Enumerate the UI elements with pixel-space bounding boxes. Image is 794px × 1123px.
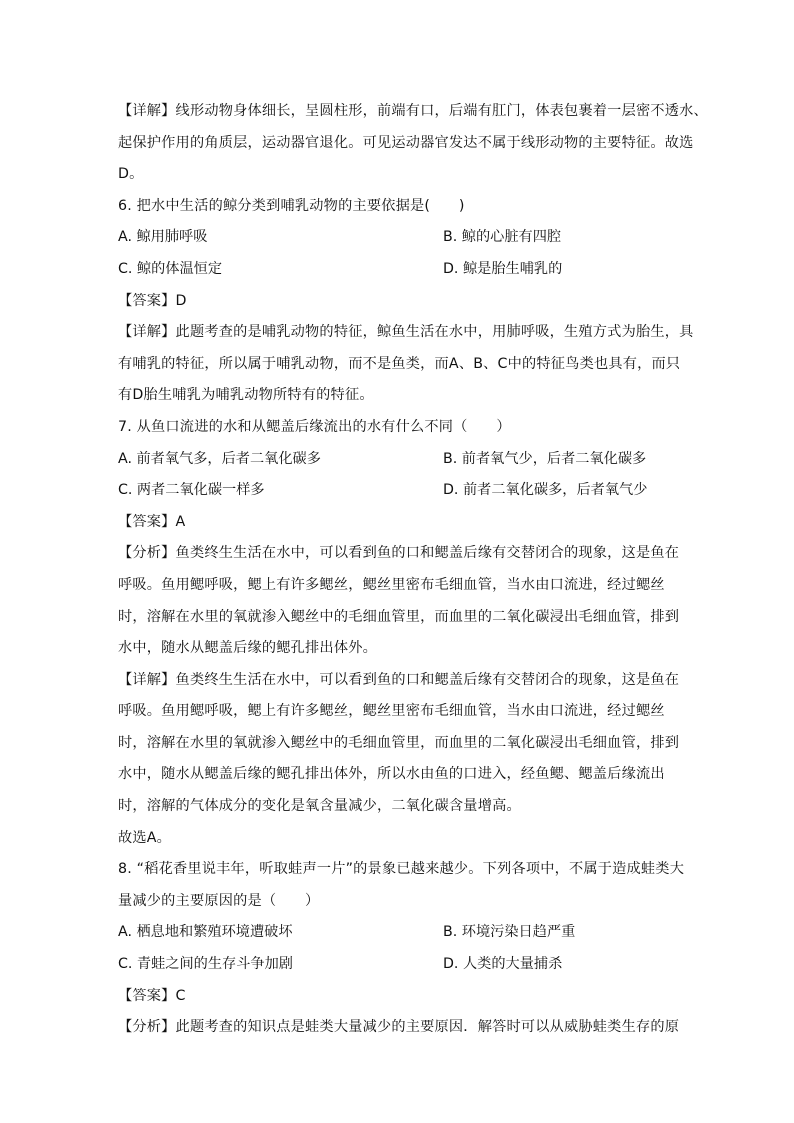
question-8-options-row (118, 917, 678, 949)
option-c: C. 两者二氧化碳一样多 (118, 482, 265, 499)
option-a: A. 栖息地和繁殖环境遭破坏 (118, 924, 293, 941)
question-8-stem: 量减少的主要原因的是（ ） (118, 892, 320, 909)
option-c: C. 鲸的体温恒定 (118, 260, 223, 277)
text-line: 【详解】鱼类终生生活在水中，可以看到鱼的口和鳃盖后缘有交替闭合的现象，这是鱼在 (118, 671, 680, 688)
text-line: D。 (118, 166, 144, 183)
option-b: B. 环境污染日趋严重 (443, 924, 576, 941)
question-6-options-row (118, 222, 678, 254)
answer-line: 【答案】D (118, 292, 187, 309)
option-c: C. 青蛙之间的生存斗争加剧 (118, 956, 293, 973)
document-page (118, 96, 708, 1044)
question-8-stem: 8. “稻花香里说丰年，听取蛙声一片”的景象已越来越少。下列各项中，不属于造成蛙类大 (118, 861, 685, 878)
text-line: 有哺乳的特征，所以属于哺乳动物，而不是鱼类，而A、B、C中的特征鸟类也具有，而只 (118, 355, 681, 372)
answer-line: 【答案】C (118, 987, 186, 1004)
text-line: 故选A。 (118, 829, 172, 846)
option-b: B. 前者氧气少，后者二氧化碳多 (443, 450, 647, 467)
text-line: 有D胎生哺乳为哺乳动物所特有的特征。 (118, 387, 374, 404)
option-a: A. 前者氧气多，后者二氧化碳多 (118, 450, 321, 467)
text-line: 呼吸。鱼用鳃呼吸，鳃上有许多鳃丝，鳃丝里密布毛细血管，当水由口流进，经过鳃丝 (118, 703, 665, 720)
text-line: 时，溶解的气体成分的变化是氧含量减少，二氧化碳含量增高。 (118, 798, 521, 815)
text-line: 起保护作用的角质层，运动器官退化。可见运动器官发达不属于线形动物的主要特征。故选 (118, 134, 694, 151)
text-line: 呼吸。鱼用鳃呼吸，鳃上有许多鳃丝，鳃丝里密布毛细血管，当水由口流进，经过鳃丝 (118, 576, 665, 593)
question-7-options-row (118, 475, 678, 507)
text-line: 【详解】线形动物身体细长，呈圆柱形，前端有口，后端有肛门，体表包裹着一层密不透水、 (118, 103, 708, 119)
text-line: 【详解】此题考查的是哺乳动物的特征，鲸鱼生活在水中，用肺呼吸，生殖方式为胎生，具 (118, 324, 694, 341)
option-d: D. 人类的大量捕杀 (443, 956, 563, 973)
text-line: 【分析】此题考查的知识点是蛙类大量减少的主要原因．解答时可以从威胁蛙类生存的原 (118, 1019, 680, 1036)
question-6-stem: 6. 把水中生活的鲸分类到哺乳动物的主要依据是( ) (118, 197, 465, 214)
option-a: A. 鲸用肺呼吸 (118, 229, 208, 246)
text-line: 水中，随水从鳃盖后缘的鳃孔排出体外，所以水由鱼的口进入，经鱼鳃、鳃盖后缘流出 (118, 766, 665, 783)
question-8-options-row (118, 949, 678, 981)
question-7-stem: 7. 从鱼口流进的水和从鳃盖后缘流出的水有什么不同（ ） (118, 418, 511, 435)
answer-line: 【答案】A (118, 513, 186, 530)
question-6-options-row (118, 254, 678, 286)
text-line: 时，溶解在水里的氧就渗入鳃丝中的毛细血管里，而血里的二氧化碳浸出毛细血管，排到 (118, 608, 680, 625)
text-line: 时，溶解在水里的氧就渗入鳃丝中的毛细血管里，而血里的二氧化碳浸出毛细血管，排到 (118, 734, 680, 751)
question-7-options-row (118, 444, 678, 476)
text-line: 【分析】鱼类终生生活在水中，可以看到鱼的口和鳃盖后缘有交替闭合的现象，这是鱼在 (118, 545, 680, 562)
option-d: D. 鲸是胎生哺乳的 (443, 260, 563, 277)
option-d: D. 前者二氧化碳多，后者氧气少 (443, 482, 648, 499)
option-b: B. 鲸的心脏有四腔 (443, 229, 562, 246)
text-line: 水中，随水从鳃盖后缘的鳃孔排出体外。 (118, 640, 377, 657)
